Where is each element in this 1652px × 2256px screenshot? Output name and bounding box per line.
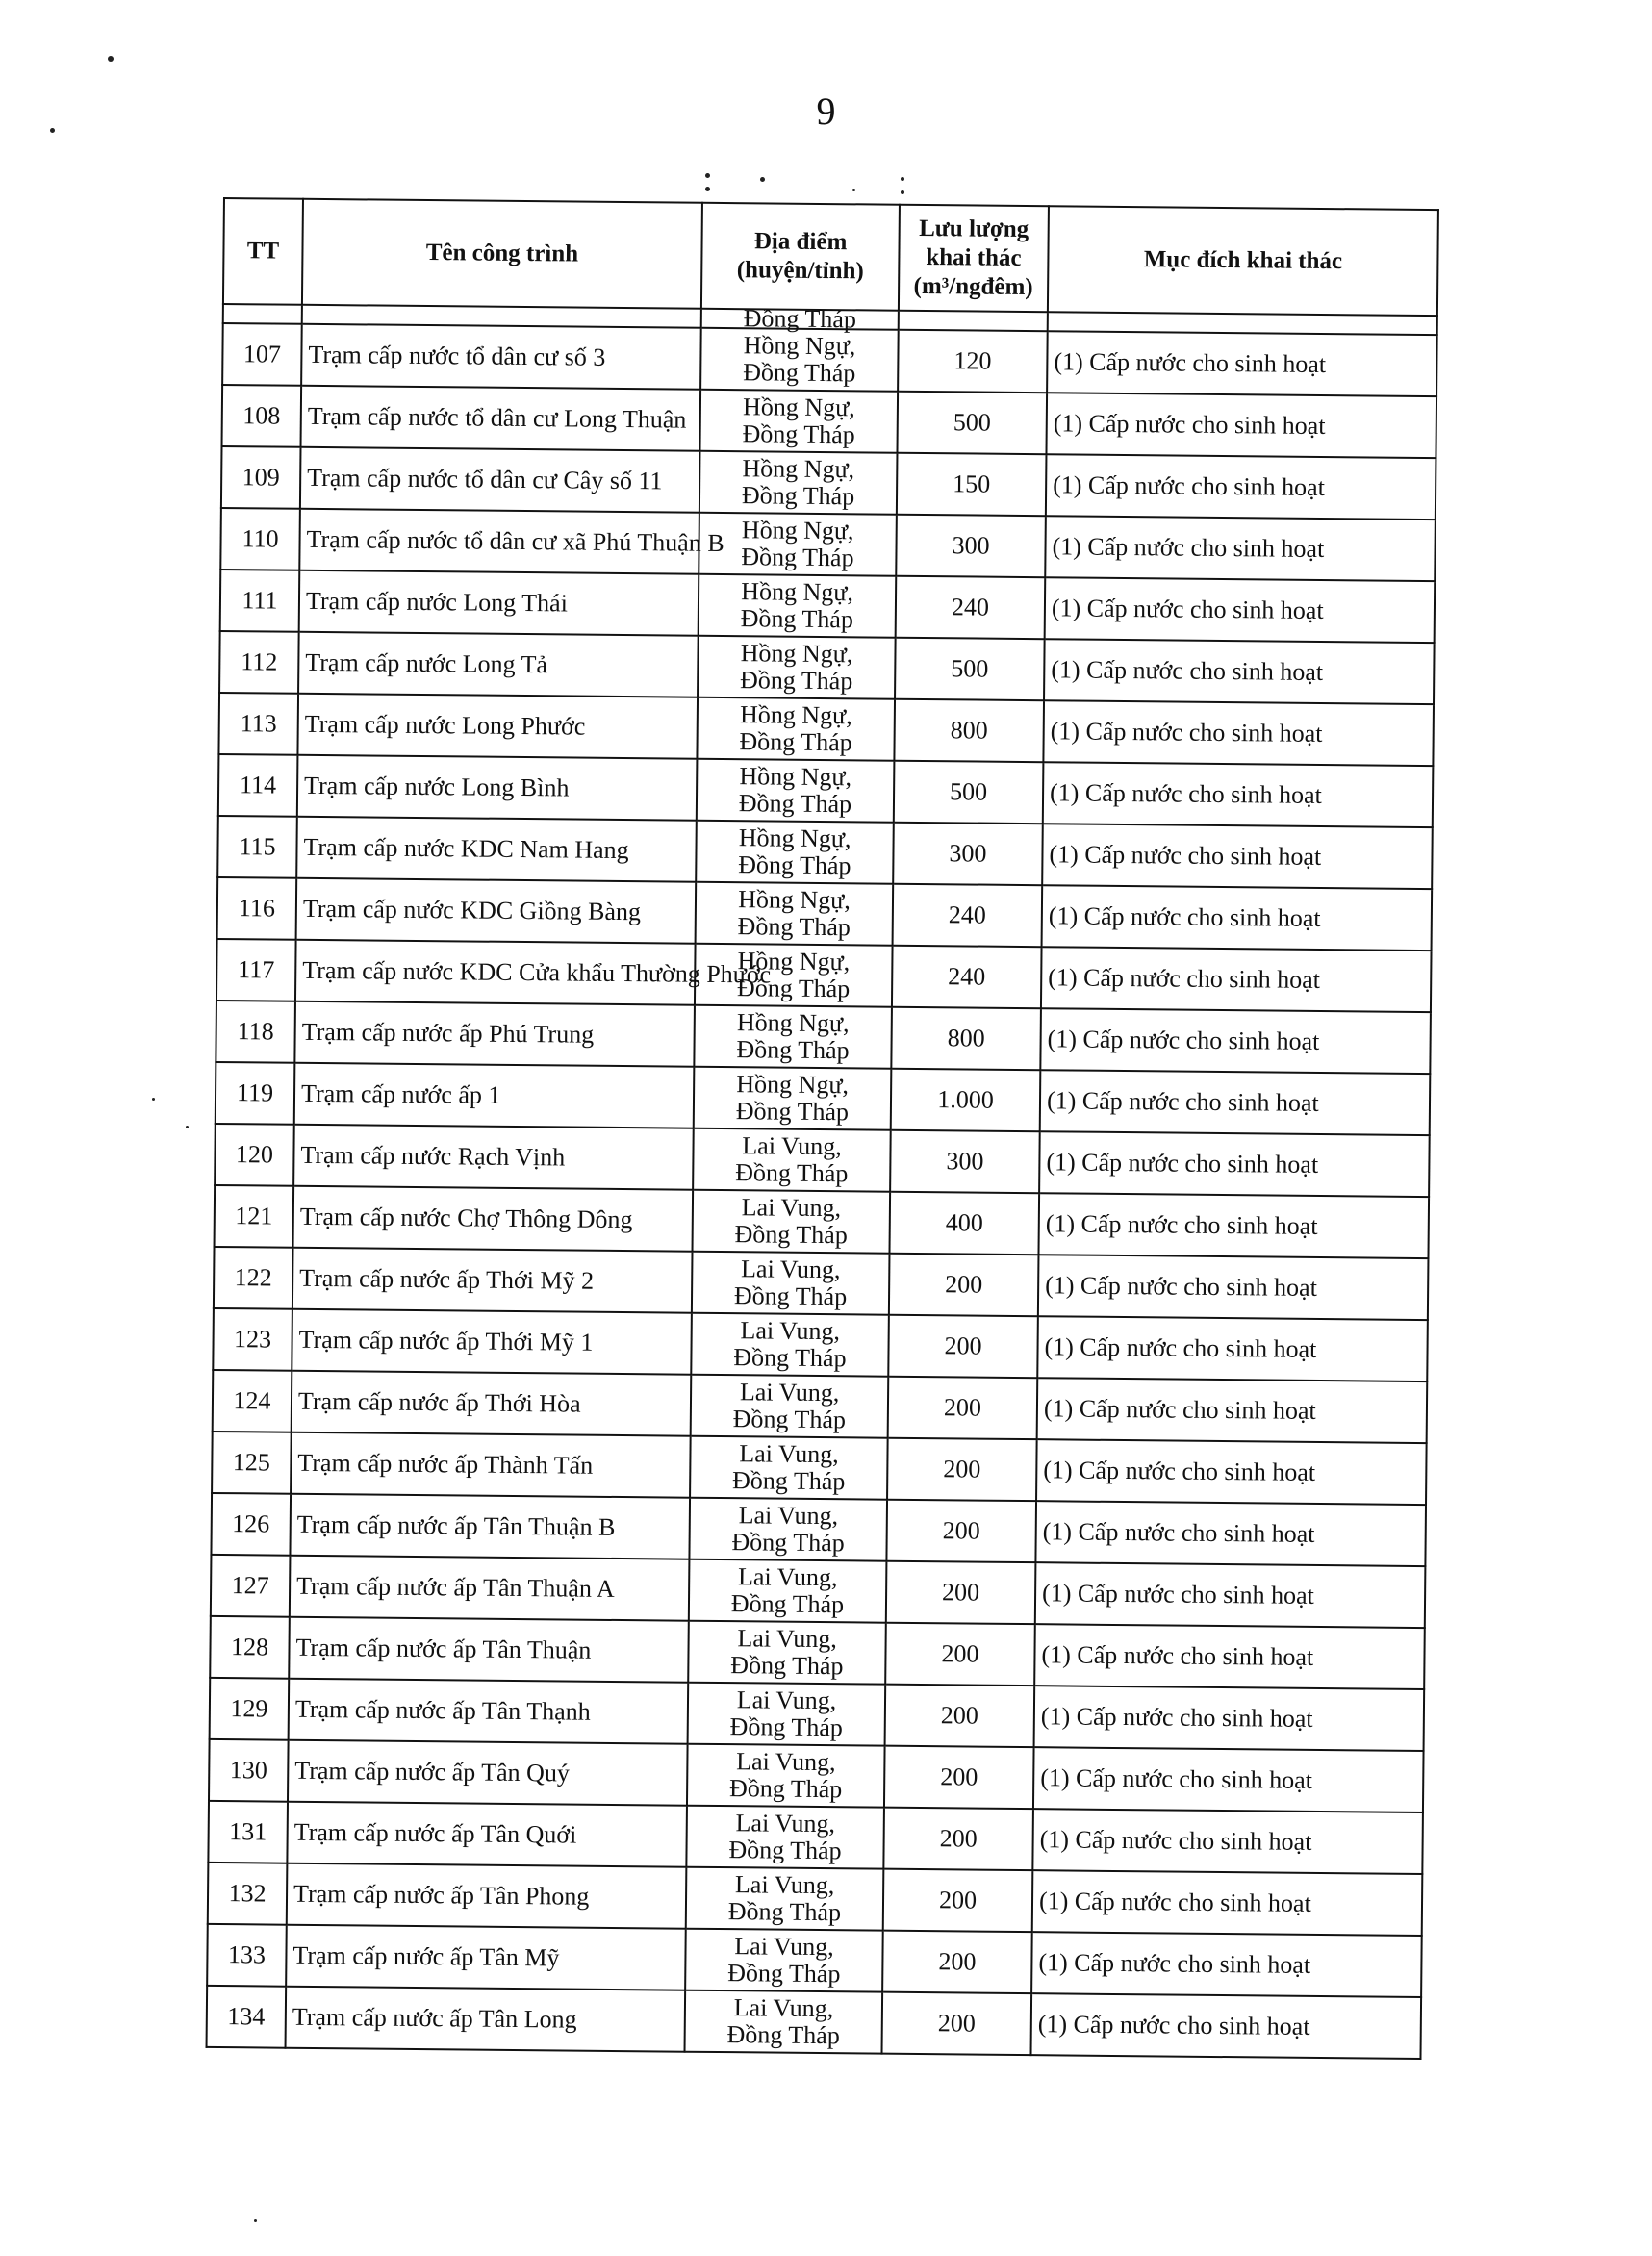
- extraction-purpose: (1) Cấp nước cho sinh hoạt: [1040, 1070, 1431, 1135]
- flow-rate: 200: [886, 1500, 1036, 1562]
- row-number: 109: [221, 446, 301, 509]
- location-cell: [686, 1806, 884, 1869]
- row-number: 107: [222, 323, 302, 386]
- station-name: Trạm cấp nước Long Bình: [297, 755, 698, 821]
- row-number: 132: [208, 1863, 288, 1925]
- location-province: Đồng Tháp: [738, 789, 852, 819]
- extraction-purpose: (1) Cấp nước cho sinh hoạt: [1041, 947, 1432, 1012]
- location-province: Đồng Tháp: [742, 419, 855, 449]
- station-name: Trạm cấp nước KDC Giồng Bàng: [296, 878, 697, 944]
- location-district: Hồng Ngự,: [739, 762, 852, 792]
- extraction-purpose: (1) Cấp nước cho sinh hoạt: [1031, 1993, 1422, 2059]
- table-row: [217, 877, 1433, 951]
- table-row: [212, 1432, 1427, 1505]
- row-number: 133: [207, 1924, 287, 1987]
- location-cell: [694, 1005, 892, 1069]
- table-row: [216, 1062, 1431, 1135]
- location-province: Đồng Tháp: [733, 1281, 848, 1311]
- table-row: [210, 1678, 1425, 1751]
- station-name: Trạm cấp nước ấp Tân Thuận: [289, 1617, 689, 1683]
- table-row: [214, 1247, 1429, 1320]
- flow-rate: 240: [896, 576, 1046, 639]
- flow-rate: 500: [894, 761, 1044, 824]
- location-province: Đồng Tháp: [741, 481, 855, 511]
- continued-location: Đồng Tháp: [701, 309, 899, 330]
- station-name: Trạm cấp nước Rạch Vịnh: [293, 1125, 694, 1190]
- station-name: Trạm cấp nước ấp Tân Phong: [287, 1863, 687, 1929]
- location-district: Lai Vung,: [734, 1870, 835, 1900]
- row-number: 119: [216, 1062, 295, 1125]
- row-number: 130: [209, 1739, 289, 1802]
- station-name: Trạm cấp nước ấp Tân Quý: [288, 1740, 688, 1806]
- location-district: Hồng Ngự,: [736, 1070, 850, 1100]
- scan-speck: [901, 177, 904, 181]
- location-province: Đồng Tháp: [728, 1774, 843, 1804]
- flow-rate: 800: [894, 699, 1044, 762]
- row-number: 118: [216, 1001, 295, 1063]
- flow-rate: 400: [889, 1192, 1039, 1255]
- extraction-purpose: (1) Cấp nước cho sinh hoạt: [1043, 762, 1434, 827]
- table-row: [217, 816, 1433, 889]
- location-district: Lai Vung,: [736, 1747, 836, 1777]
- extraction-purpose: (1) Cấp nước cho sinh hoạt: [1031, 1932, 1422, 1997]
- extraction-purpose: (1) Cấp nước cho sinh hoạt: [1032, 1870, 1423, 1936]
- extraction-purpose: (1) Cấp nước cho sinh hoạt: [1045, 516, 1436, 581]
- extraction-purpose: (1) Cấp nước cho sinh hoạt: [1032, 1809, 1423, 1874]
- extraction-purpose: (1) Cấp nước cho sinh hoạt: [1039, 1131, 1430, 1197]
- row-number: 114: [218, 754, 298, 817]
- location-cell: [690, 1436, 888, 1500]
- location-district: Lai Vung,: [740, 1316, 841, 1346]
- flow-rate: 300: [893, 823, 1043, 885]
- extraction-purpose: (1) Cấp nước cho sinh hoạt: [1045, 577, 1436, 643]
- header-name: Tên công trình: [302, 199, 702, 309]
- location-province: Đồng Tháp: [728, 1836, 842, 1865]
- location-cell: [686, 1867, 884, 1931]
- location-cell: [699, 513, 897, 576]
- table-row: [220, 508, 1436, 581]
- location-cell: [696, 882, 894, 946]
- location-cell: [685, 1990, 883, 2054]
- location-cell: [691, 1375, 889, 1438]
- row-number: 108: [222, 385, 302, 447]
- table-row: [211, 1555, 1426, 1628]
- location-cell: [696, 821, 894, 884]
- location-cell: [685, 1929, 883, 1992]
- flow-rate: 200: [885, 1623, 1035, 1686]
- extraction-purpose: (1) Cấp nước cho sinh hoạt: [1033, 1747, 1424, 1812]
- location-province: Đồng Tháp: [729, 1712, 844, 1742]
- scan-speck: [108, 56, 114, 62]
- row-number: 113: [218, 693, 298, 755]
- location-cell: [693, 1190, 891, 1254]
- station-name: Trạm cấp nước ấp Phú Trung: [294, 1001, 695, 1067]
- station-name: Trạm cấp nước tổ dân cư xã Phú Thuận B: [299, 509, 699, 574]
- location-district: Hồng Ngự,: [742, 393, 855, 422]
- flow-rate: 800: [891, 1007, 1041, 1070]
- extraction-purpose: (1) Cấp nước cho sinh hoạt: [1042, 824, 1433, 889]
- extraction-purpose: (1) Cấp nước cho sinh hoạt: [1035, 1562, 1426, 1628]
- table-row: [216, 939, 1432, 1012]
- location-province: Đồng Tháp: [740, 604, 854, 634]
- location-cell: [691, 1313, 889, 1377]
- table-body: [207, 304, 1437, 2059]
- station-name: Trạm cấp nước ấp 1: [294, 1063, 695, 1128]
- row-number: 134: [207, 1986, 287, 2048]
- location-province: Đồng Tháp: [735, 1097, 850, 1127]
- page-number: 9: [816, 89, 836, 133]
- location-district: Lai Vung,: [742, 1131, 842, 1161]
- water-station-table: [206, 197, 1439, 2060]
- station-name: Trạm cấp nước Long Thái: [299, 570, 699, 636]
- flow-rate: 200: [882, 1931, 1032, 1993]
- location-district: Lai Vung,: [738, 1501, 839, 1531]
- location-province: Đồng Tháp: [739, 727, 852, 757]
- flow-rate: 500: [895, 638, 1045, 700]
- scan-speck: [186, 1126, 189, 1128]
- row-number: 122: [214, 1247, 293, 1309]
- row-number: 117: [216, 939, 296, 1001]
- location-cell: [688, 1621, 886, 1685]
- flow-rate: 200: [886, 1561, 1036, 1624]
- header-tt: TT: [223, 198, 303, 305]
- station-name: Trạm cấp nước ấp Thới Mỹ 2: [292, 1248, 693, 1313]
- row-number: 129: [210, 1678, 290, 1740]
- table-row: [222, 323, 1437, 396]
- extraction-purpose: (1) Cấp nước cho sinh hoạt: [1046, 393, 1436, 458]
- flow-rate: 150: [897, 453, 1047, 516]
- extraction-purpose: (1) Cấp nước cho sinh hoạt: [1034, 1686, 1425, 1751]
- row-number: 115: [217, 816, 297, 878]
- location-district: Hồng Ngự,: [739, 700, 852, 730]
- location-province: Đồng Tháp: [741, 543, 854, 572]
- location-cell: [700, 328, 899, 392]
- scan-speck: [852, 189, 855, 191]
- table-header-row: [223, 198, 1438, 316]
- extraction-purpose: (1) Cấp nước cho sinh hoạt: [1046, 454, 1436, 520]
- location-cell: [697, 759, 895, 823]
- location-cell: [699, 451, 898, 515]
- location-province: Đồng Tháp: [736, 974, 851, 1003]
- extraction-purpose: (1) Cấp nước cho sinh hoạt: [1036, 1439, 1427, 1505]
- station-name: Trạm cấp nước Long Phước: [297, 694, 698, 759]
- station-name: Trạm cấp nước ấp Thành Tấn: [291, 1432, 691, 1498]
- location-cell: [689, 1498, 887, 1561]
- location-cell: [697, 697, 895, 761]
- row-number: 116: [217, 877, 297, 940]
- flow-rate: 200: [883, 1808, 1033, 1870]
- scan-speck: [50, 128, 55, 133]
- scan-speck: [254, 2219, 257, 2222]
- station-name: Trạm cấp nước tổ dân cư số 3: [301, 324, 701, 390]
- location-district: Lai Vung,: [734, 1932, 834, 1962]
- location-cell: [689, 1559, 887, 1623]
- station-name: Trạm cấp nước ấp Tân Quới: [287, 1802, 687, 1867]
- station-name: Trạm cấp nước ấp Thới Mỹ 1: [292, 1309, 692, 1375]
- header-flow: Lưu lượng khai thác (m³/ngđêm): [899, 205, 1049, 312]
- location-district: Lai Vung,: [739, 1378, 840, 1407]
- table-row: [215, 1124, 1430, 1197]
- location-cell: [687, 1744, 885, 1808]
- row-number: 131: [208, 1801, 288, 1863]
- row-number: 111: [220, 570, 300, 632]
- station-name: Trạm cấp nước Long Tả: [298, 632, 699, 697]
- extraction-purpose: (1) Cấp nước cho sinh hoạt: [1038, 1255, 1429, 1320]
- table-row: [218, 754, 1434, 827]
- row-number: 110: [220, 508, 300, 570]
- location-cell: [694, 1067, 892, 1130]
- header-location: Địa điểm (huyện/tỉnh): [701, 203, 900, 311]
- location-cell: [699, 390, 898, 453]
- location-district: Lai Vung,: [733, 1993, 834, 2023]
- location-district: Hồng Ngự,: [738, 824, 851, 853]
- flow-rate: 200: [888, 1315, 1038, 1378]
- location-district: Hồng Ngự,: [743, 331, 856, 361]
- table-row: [213, 1370, 1428, 1443]
- location-cell: [693, 1128, 891, 1192]
- extraction-purpose: (1) Cấp nước cho sinh hoạt: [1037, 1316, 1428, 1381]
- table-row: [215, 1185, 1430, 1258]
- flow-rate: 200: [888, 1377, 1038, 1439]
- flow-rate: 120: [898, 330, 1048, 393]
- table-row: [220, 570, 1436, 643]
- flow-rate: 1.000: [891, 1069, 1041, 1131]
- location-province: Đồng Tháp: [734, 1220, 848, 1250]
- flow-rate: 200: [889, 1254, 1039, 1316]
- row-number: 127: [211, 1555, 291, 1617]
- location-cell: [699, 574, 897, 638]
- table-row: [207, 1986, 1422, 2059]
- flow-rate: 300: [896, 515, 1046, 577]
- station-name: Trạm cấp nước ấp Tân Long: [286, 1987, 686, 2052]
- scan-speck: [705, 187, 710, 191]
- row-number: 125: [212, 1432, 292, 1494]
- location-province: Đồng Tháp: [737, 912, 851, 942]
- table-row: [210, 1616, 1425, 1689]
- extraction-purpose: (1) Cấp nước cho sinh hoạt: [1047, 331, 1437, 396]
- station-name: Trạm cấp nước tổ dân cư Cây số 11: [300, 447, 700, 513]
- extraction-purpose: (1) Cấp nước cho sinh hoạt: [1037, 1378, 1428, 1443]
- extraction-purpose: (1) Cấp nước cho sinh hoạt: [1038, 1193, 1429, 1258]
- location-province: Đồng Tháp: [731, 1466, 846, 1496]
- row-number: 124: [213, 1370, 292, 1432]
- table-row: [211, 1493, 1426, 1566]
- table-row: [207, 1924, 1422, 1997]
- flow-rate: 200: [884, 1746, 1034, 1809]
- table-row: [213, 1308, 1428, 1381]
- location-district: Hồng Ngự,: [737, 947, 851, 976]
- station-name: Trạm cấp nước KDC Nam Hang: [296, 817, 697, 882]
- extraction-purpose: (1) Cấp nước cho sinh hoạt: [1040, 1008, 1431, 1074]
- table-row: [216, 1001, 1431, 1074]
- location-district: Hồng Ngự,: [740, 639, 853, 669]
- location-district: Lai Vung,: [736, 1686, 837, 1715]
- header-purpose: Mục đích khai thác: [1048, 206, 1438, 316]
- table-row: [219, 631, 1435, 704]
- row-number: 120: [215, 1124, 294, 1186]
- location-district: Lai Vung,: [737, 1624, 837, 1654]
- flow-rate: 200: [887, 1438, 1037, 1501]
- table-row: [209, 1739, 1424, 1812]
- row-number: 112: [219, 631, 299, 694]
- location-district: Hồng Ngự,: [742, 454, 855, 484]
- scan-speck: [760, 177, 765, 182]
- location-district: Lai Vung,: [739, 1439, 839, 1469]
- flow-rate: 500: [897, 392, 1047, 454]
- location-province: Đồng Tháp: [730, 1651, 844, 1681]
- location-cell: [688, 1683, 886, 1746]
- station-name: Trạm cấp nước KDC Cửa khẩu Thường Phước: [295, 940, 696, 1005]
- location-cell: [692, 1252, 890, 1315]
- location-district: Hồng Ngự,: [738, 885, 851, 915]
- table-row: [222, 385, 1437, 458]
- location-province: Đồng Tháp: [736, 1035, 850, 1065]
- scan-speck: [705, 173, 710, 178]
- location-province: Đồng Tháp: [739, 666, 853, 696]
- extraction-purpose: (1) Cấp nước cho sinh hoạt: [1035, 1501, 1426, 1566]
- scan-speck: [152, 1098, 155, 1101]
- flow-rate: 240: [893, 884, 1043, 947]
- row-number: 128: [210, 1616, 290, 1679]
- station-name: Trạm cấp nước ấp Tân Thuận A: [290, 1556, 690, 1621]
- station-name: Trạm cấp nước tổ dân cư Long Thuận: [301, 386, 701, 451]
- location-district: Lai Vung,: [737, 1562, 838, 1592]
- flow-rate: 200: [883, 1869, 1033, 1932]
- station-name: Trạm cấp nước ấp Tân Thạnh: [289, 1679, 689, 1744]
- location-province: Đồng Tháp: [733, 1343, 847, 1373]
- table-row: [221, 446, 1436, 520]
- extraction-purpose: (1) Cấp nước cho sinh hoạt: [1034, 1624, 1425, 1689]
- row-number: 126: [211, 1493, 291, 1556]
- location-district: Lai Vung,: [741, 1193, 842, 1223]
- flow-rate: 200: [885, 1685, 1035, 1747]
- flow-rate: 200: [882, 1992, 1032, 2055]
- location-district: Hồng Ngự,: [741, 577, 854, 607]
- location-district: Lai Vung,: [740, 1255, 841, 1284]
- station-name: Trạm cấp nước ấp Tân Thuận B: [290, 1494, 690, 1559]
- table-row: [218, 693, 1434, 766]
- location-province: Đồng Tháp: [726, 2020, 840, 2050]
- location-district: Lai Vung,: [735, 1809, 836, 1838]
- location-cell: [698, 636, 896, 699]
- location-province: Đồng Tháp: [735, 1158, 849, 1188]
- location-province: Đồng Tháp: [727, 1959, 841, 1989]
- location-province: Đồng Tháp: [727, 1897, 842, 1927]
- row-number: 121: [215, 1185, 294, 1248]
- location-district: Hồng Ngự,: [736, 1008, 850, 1038]
- location-province: Đồng Tháp: [732, 1405, 847, 1434]
- location-province: Đồng Tháp: [730, 1589, 845, 1619]
- scan-speck: [901, 190, 904, 194]
- extraction-purpose: (1) Cấp nước cho sinh hoạt: [1042, 885, 1433, 951]
- flow-rate: 240: [892, 946, 1042, 1008]
- station-name: Trạm cấp nước Chợ Thông Dông: [293, 1186, 694, 1252]
- location-province: Đồng Tháp: [743, 358, 856, 388]
- extraction-purpose: (1) Cấp nước cho sinh hoạt: [1044, 639, 1435, 704]
- row-number: 123: [213, 1308, 292, 1371]
- station-name: Trạm cấp nước ấp Tân Mỹ: [286, 1925, 686, 1990]
- station-name: Trạm cấp nước ấp Thới Hòa: [292, 1371, 692, 1436]
- location-province: Đồng Tháp: [731, 1528, 845, 1558]
- extraction-purpose: (1) Cấp nước cho sinh hoạt: [1043, 700, 1434, 766]
- table-row: [208, 1801, 1423, 1874]
- table-row: [208, 1863, 1423, 1936]
- flow-rate: 300: [890, 1130, 1040, 1193]
- location-district: Hồng Ngự,: [741, 516, 854, 545]
- location-province: Đồng Tháp: [738, 850, 851, 880]
